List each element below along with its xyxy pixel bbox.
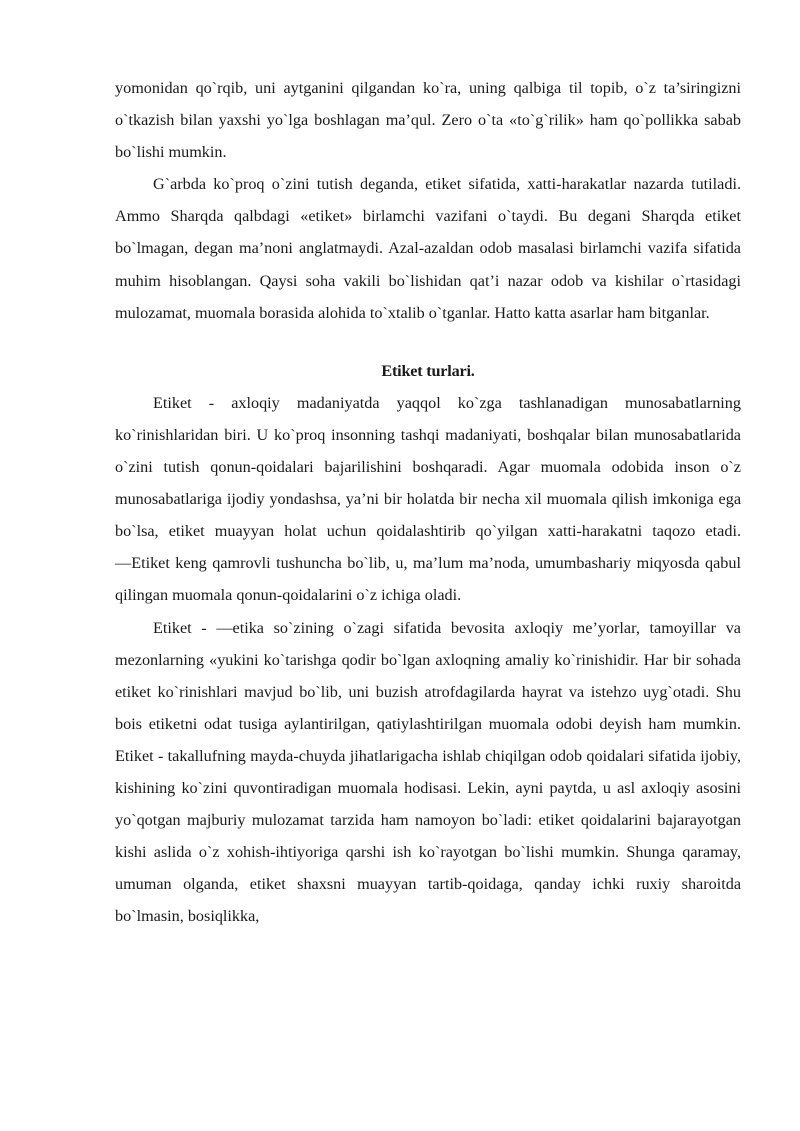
- document-body: [115, 72, 741, 932]
- paragraph-4: Etiket - ―etika so`zining o`zagi sifatida bevosita axloqiy me’yorlar, tamoyillar va mezonlarning «yukini ko`tarishga qodir bo`lgan axloqning amaliy ko`rinishidir. Har bir sohada etiket ko`rinishlari mavjud bo`lib, uni buzish atrofdagilarda hayrat va istehzo uyg`otadi. Shu bois etiketni odat tusiga aylantirilgan, qatiylashtirilgan muomala odobi deyish ham mumkin. Etiket - takallufning mayda-chuyda jihatlarigacha ishlab chiqilgan odob qoidalari sifatida ijobiy, kishining ko`zini quvontiradigan muomala hodisasi. Lekin, ayni paytda, u asl axloqiy asosini yo`qotgan majburiy mulozamat tarzida ham namoyon bo`ladi: etiket qoidalarini bajarayotgan kishi aslida o`z xohish-ihtiyoriga qarshi ish ko`rayotgan bo`lishi mumkin. Shunga qaramay, umuman olganda, etiket shaxsni muayyan tartib-qoidaga, qanday ichki ruxiy sharoitda bo`lmasin, bosiqlikka,: [115, 618, 741, 926]
- paragraph-2: G`arbda ko`proq o`zini tutish deganda, etiket sifatida, xatti-harakatlar nazarda tutiladi. Ammo Sharqda qalbdagi «etiket» birlamchi vazifani o`taydi. Bu degani Sharqda etiket bo`lmagan, degan ma’noni anglatmaydi. Azal-azaldan odob masalasi birlamchi vazifa sifatida muhim hisoblangan. Qaysi soha vakili bo`lishidan qat’i nazar odob va kishilar o`rtasidagi mulozamat, muomala borasida alohida to`xtalib o`tganlar. Hatto katta asarlar ham bitganlar.: [115, 175, 741, 322]
- section-heading: Etiket turlari.: [381, 361, 475, 380]
- paragraph-1: yomonidan qo`rqib, uni aytganini qilgandan ko`ra, uning qalbiga til topib, o`z ta’siringizni o`tkazish bilan yaxshi yo`lga boshlagan ma’qul. Zero o`ta «to`g`rilik» ham qo`pollikka sabab bo`lishi mumkin.: [115, 79, 741, 162]
- paragraph-3: Etiket - axloqiy madaniyatda yaqqol ko`zga tashlanadigan munosabatlarning ko`rinishlaridan biri. U ko`proq insonning tashqi madaniyati, boshqalar bilan munosabatlarida o`zini tutish qonun-qoidalari bajarilishini boshqaradi. Agar muomala odobida inson o`z munosabatlariga ijodiy yondashsa, ya’ni bir holatda bir necha xil muomala qilish imkoniga ega bo`lsa, etiket muayyan holat uchun qoidalashtirib qo`yilgan xatti-harakatni taqozo etadi. ―Etiket keng qamrovli tushuncha bo`lib, u, ma’lum ma’noda, umumbashariy miqyosda qabul qilingan muomala qonun-qoidalarini o`z ichiga oladi.: [115, 393, 741, 605]
